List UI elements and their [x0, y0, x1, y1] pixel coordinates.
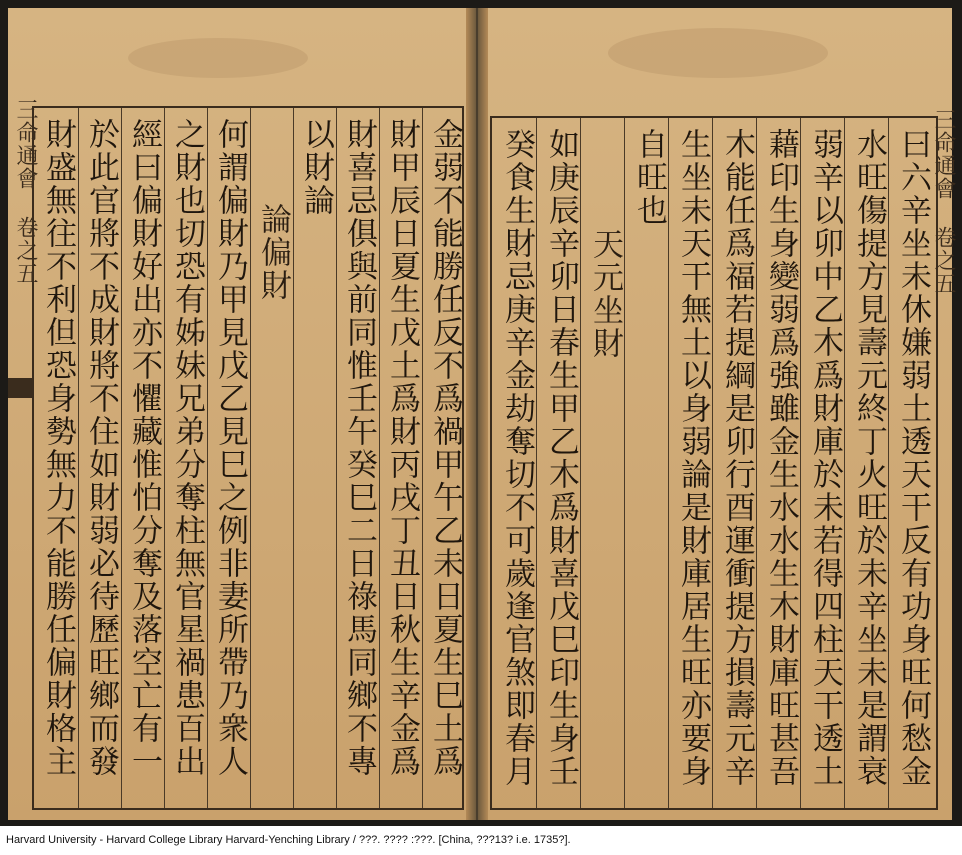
- right-column-9: 如庚辰辛卯日春生甲乙木爲財喜戊巳印生身壬: [543, 128, 579, 788]
- left-column-3: 財喜忌俱與前同惟壬午癸巳二日祿馬同鄉不專: [341, 118, 377, 778]
- left-column-2: 財甲辰日夏生戊土爲財丙戌丁丑日秋生辛金爲: [384, 118, 420, 778]
- section-heading-tian-yuan: 天元坐財: [587, 228, 623, 360]
- left-margin-title: 三命通會 卷之五: [13, 98, 38, 285]
- left-text-frame: [32, 106, 464, 810]
- left-column-6: 何謂偏財乃甲見戊乙見巳之例非妻所帶乃衆人: [212, 118, 248, 778]
- left-column-9: 於此官將不成財將不住如財弱必待歷旺鄉而發: [83, 118, 119, 778]
- left-column-7: 之財也切恐有姊妹兄弟分奪柱無官星禍患百出: [169, 118, 205, 778]
- right-column-1: 曰六辛坐未休嫌弱土透天干反有功身旺何愁金: [895, 128, 931, 788]
- right-column-2: 水旺傷提方見壽元終丁火旺於未辛坐未是謂衰: [851, 128, 887, 788]
- book-gutter: [466, 8, 488, 820]
- paper-stain: [608, 28, 828, 78]
- right-column-5: 木能任爲福若提綱是卯行酉運衝提方損壽元辛: [719, 128, 755, 788]
- right-text-frame: [490, 116, 938, 810]
- fish-tail-mark: [8, 378, 32, 398]
- right-column-6: 生坐未天干無土以身弱論是財庫居生旺亦要身: [675, 128, 711, 788]
- right-margin-title: 三命通會 卷之五: [931, 108, 956, 295]
- right-column-4: 藉印生身變弱爲強雖金生水水生木財庫旺甚吾: [763, 128, 799, 788]
- left-column-4: 以財論: [298, 118, 334, 217]
- right-column-3: 弱辛以卯中乙木爲財庫於未若得四柱天干透土: [807, 128, 843, 788]
- section-heading-pian-cai: 論偏財: [255, 203, 291, 302]
- left-column-10: 財盛無往不利但恐身勢無力不能勝任偏財格主: [40, 118, 76, 778]
- paper-stain: [128, 38, 308, 78]
- image-caption: Harvard University - Harvard College Library Harvard-Yenching Library / ???. ???? :???. [China, ???13? i.e. 1735?].: [0, 826, 962, 855]
- left-column-1: 金弱不能勝任反不爲禍甲午乙未日夏生巳土爲: [427, 118, 463, 778]
- left-column-8: 經曰偏財好出亦不懼藏惟怕分奪及落空亡有一: [126, 118, 162, 778]
- right-column-7: 自旺也: [631, 128, 667, 227]
- right-column-10: 癸食生財忌庚辛金劫奪切不可歲逢官煞即春月: [499, 128, 535, 788]
- book-spread: [8, 8, 956, 820]
